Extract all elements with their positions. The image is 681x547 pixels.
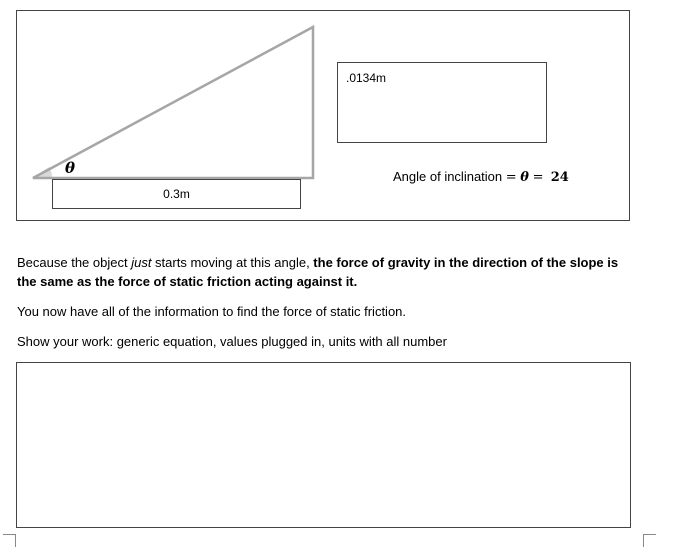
p1-intro: Because the object xyxy=(17,255,132,270)
base-input-box[interactable] xyxy=(52,179,301,209)
angle-caption: Angle of inclination xyxy=(393,169,503,184)
equals-sign: = xyxy=(505,170,517,185)
page-corner-mark-right xyxy=(643,534,656,547)
height-value: .0134m xyxy=(346,71,387,85)
incline-triangle xyxy=(33,27,313,178)
page-corner-mark-left xyxy=(3,534,16,547)
angle-value: 24 xyxy=(550,170,569,185)
show-work-paragraph: Show your work: generic equation, values plugged in, units with all number xyxy=(17,334,447,349)
info-paragraph: You now have all of the information to find the force of static friction. xyxy=(17,304,407,319)
diagram-frame xyxy=(16,10,630,221)
p1-bold: the force of gravity in the direction of the slope is the same as the force of static friction acting against it. xyxy=(17,255,619,289)
angle-of-inclination xyxy=(393,169,569,185)
p1-emphasis: just xyxy=(131,255,152,270)
angle-theta-label: θ xyxy=(65,159,76,177)
explanation-paragraph xyxy=(17,253,637,291)
p1-middle: starts moving at this angle, xyxy=(151,255,314,270)
angle-theta: θ xyxy=(520,170,529,185)
answer-box[interactable] xyxy=(16,362,631,528)
base-value: 0.3m xyxy=(163,187,190,201)
equals-sign: = xyxy=(532,170,544,185)
height-input-box[interactable] xyxy=(337,62,547,143)
